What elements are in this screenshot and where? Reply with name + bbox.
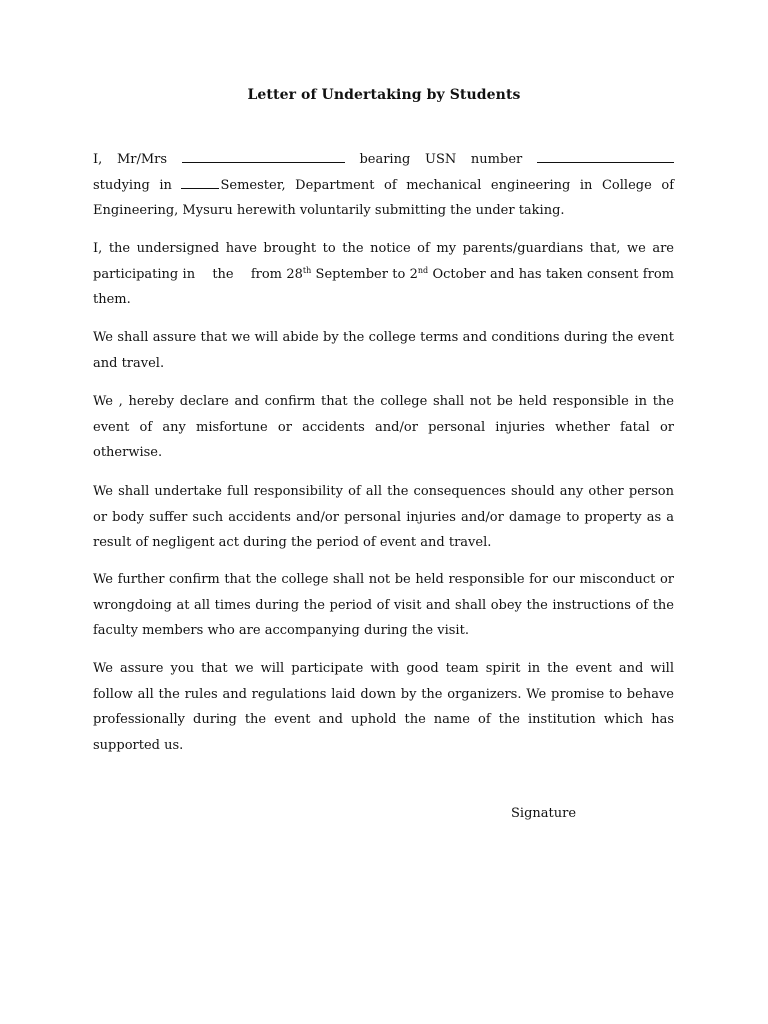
word: number — [470, 152, 523, 167]
text-fragment: studying in — [93, 177, 172, 193]
paragraph-full-responsibility: We shall undertake full responsibility of all the consequences should any other person or body suffer such accidents and/or personal injuries and/or damage to property as a result of negligent act during the period of event and travel. — [93, 484, 674, 550]
paragraph-parental-consent — [93, 236, 674, 313]
paragraph-line: them. — [93, 292, 131, 307]
paragraph-line — [93, 262, 674, 288]
superscript: nd — [417, 265, 429, 275]
salutation-label: Mr/Mrs — [116, 152, 168, 167]
text-fragment: September to 2 — [311, 266, 418, 282]
paragraph-team-spirit: We assure you that we will participate with good team spirit in the event and will follow all the rules and regulations laid down by the organizers. We promise to behave professionally during the event and uphold the name of the institution which has supported us. — [93, 661, 674, 753]
word: bearing — [359, 152, 411, 167]
name-blank-line — [182, 150, 345, 163]
superscript: th — [302, 265, 312, 275]
usn-blank-line — [537, 150, 674, 163]
word: USN — [424, 152, 457, 167]
paragraph-line: I, the undersigned have brought to the notice of my parents/guardians that, we are — [93, 241, 674, 256]
signature-label: Signature — [511, 806, 577, 821]
paragraph-misconduct: We further confirm that the college shall not be held responsible for our misconduct or wrongdoing at all times during the period of visit and shall obey the instructions of the faculty members who are accompanying during the visit. — [93, 572, 674, 638]
paragraph-college-not-responsible: We , hereby declare and confirm that the college shall not be held responsible in the event of any misfortune or accidents and/or personal injuries whether fatal or otherwise. — [93, 394, 674, 460]
semester-blank-line — [181, 176, 219, 189]
text-fragment: participating in the from 28 — [93, 266, 303, 282]
text-fragment: Semester, Department of mechanical engineering in College of — [220, 177, 674, 193]
paragraph-line — [93, 173, 674, 199]
paragraph-line: Engineering, Mysuru herewith voluntarily submitting the under taking. — [93, 203, 565, 218]
paragraph-student-details — [93, 147, 674, 224]
text-fragment: October and has taken consent from — [428, 266, 674, 282]
paragraph-abide-terms: We shall assure that we will abide by the college terms and conditions during the event and travel. — [93, 330, 674, 371]
word: I, — [93, 152, 103, 167]
document-title: Letter of Undertaking by Students — [247, 87, 521, 103]
paragraph-line — [93, 147, 674, 173]
